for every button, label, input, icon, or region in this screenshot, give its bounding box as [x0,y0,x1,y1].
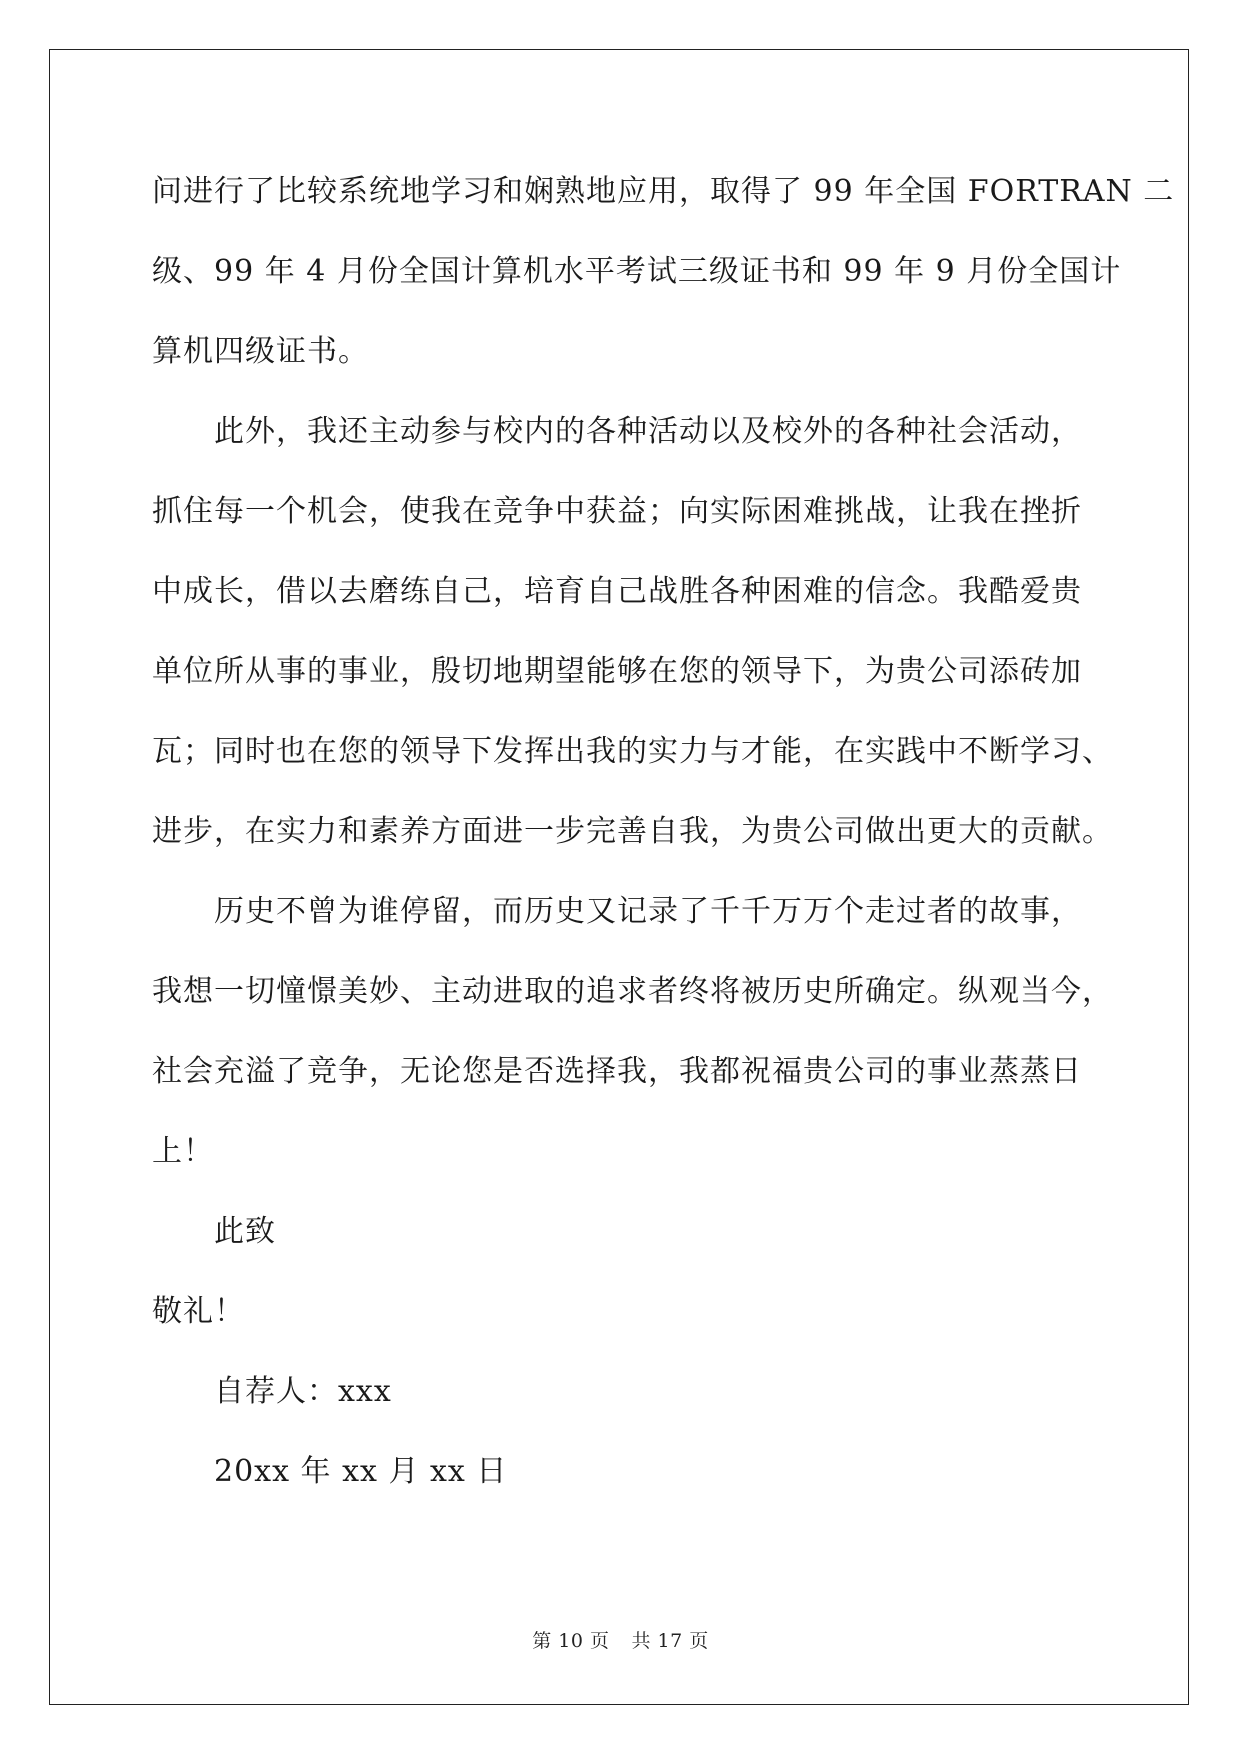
page-number: 第 10 页 [532,1630,610,1652]
date-text: 20xx 年 xx 月 xx 日 [214,1454,508,1489]
paragraph-2-line-1: 此外，我还主动参与校内的各种活动以及校外的各种社会活动， [214,414,1082,449]
paragraph-2-line-2: 抓住每一个机会，使我在竞争中获益；向实际困难挑战，让我在挫折 [152,494,1082,529]
paragraph-3-line-4: 上！ [152,1134,214,1169]
page-footer [0,1626,1241,1653]
paragraph-3-line-3: 社会充溢了竞争，无论您是否选择我，我都祝福贵公司的事业蒸蒸日 [152,1054,1082,1089]
page-total: 共 17 页 [631,1630,709,1652]
letter-body [152,164,1175,1524]
paragraph-2-line-6: 进步，在实力和素养方面进一步完善自我，为贵公司做出更大的贡献。 [152,814,1113,849]
paragraph-1-line-2: 级、99 年 4 月份全国计算机水平考试三级证书和 99 年 9 月份全国计 [152,254,1122,289]
signature-text: 自荐人：xxx [214,1374,392,1409]
paragraph-1-line-3: 算机四级证书。 [152,334,369,369]
salute-text: 敬礼！ [152,1294,245,1329]
closing-text: 此致 [214,1214,276,1249]
paragraph-3-line-1: 历史不曾为谁停留，而历史又记录了千千万万个走过者的故事， [214,894,1082,929]
paragraph-1-line-1: 问进行了比较系统地学习和娴熟地应用，取得了 99 年全国 FORTRAN 二 [152,174,1175,209]
paragraph-2-line-5: 瓦；同时也在您的领导下发挥出我的实力与才能，在实践中不断学习、 [152,734,1113,769]
paragraph-2-line-4: 单位所从事的事业，殷切地期望能够在您的领导下，为贵公司添砖加 [152,654,1082,689]
paragraph-3-line-2: 我想一切憧憬美妙、主动进取的追求者终将被历史所确定。纵观当今， [152,974,1113,1009]
paragraph-2-line-3: 中成长，借以去磨练自己，培育自己战胜各种困难的信念。我酷爱贵 [152,574,1082,609]
